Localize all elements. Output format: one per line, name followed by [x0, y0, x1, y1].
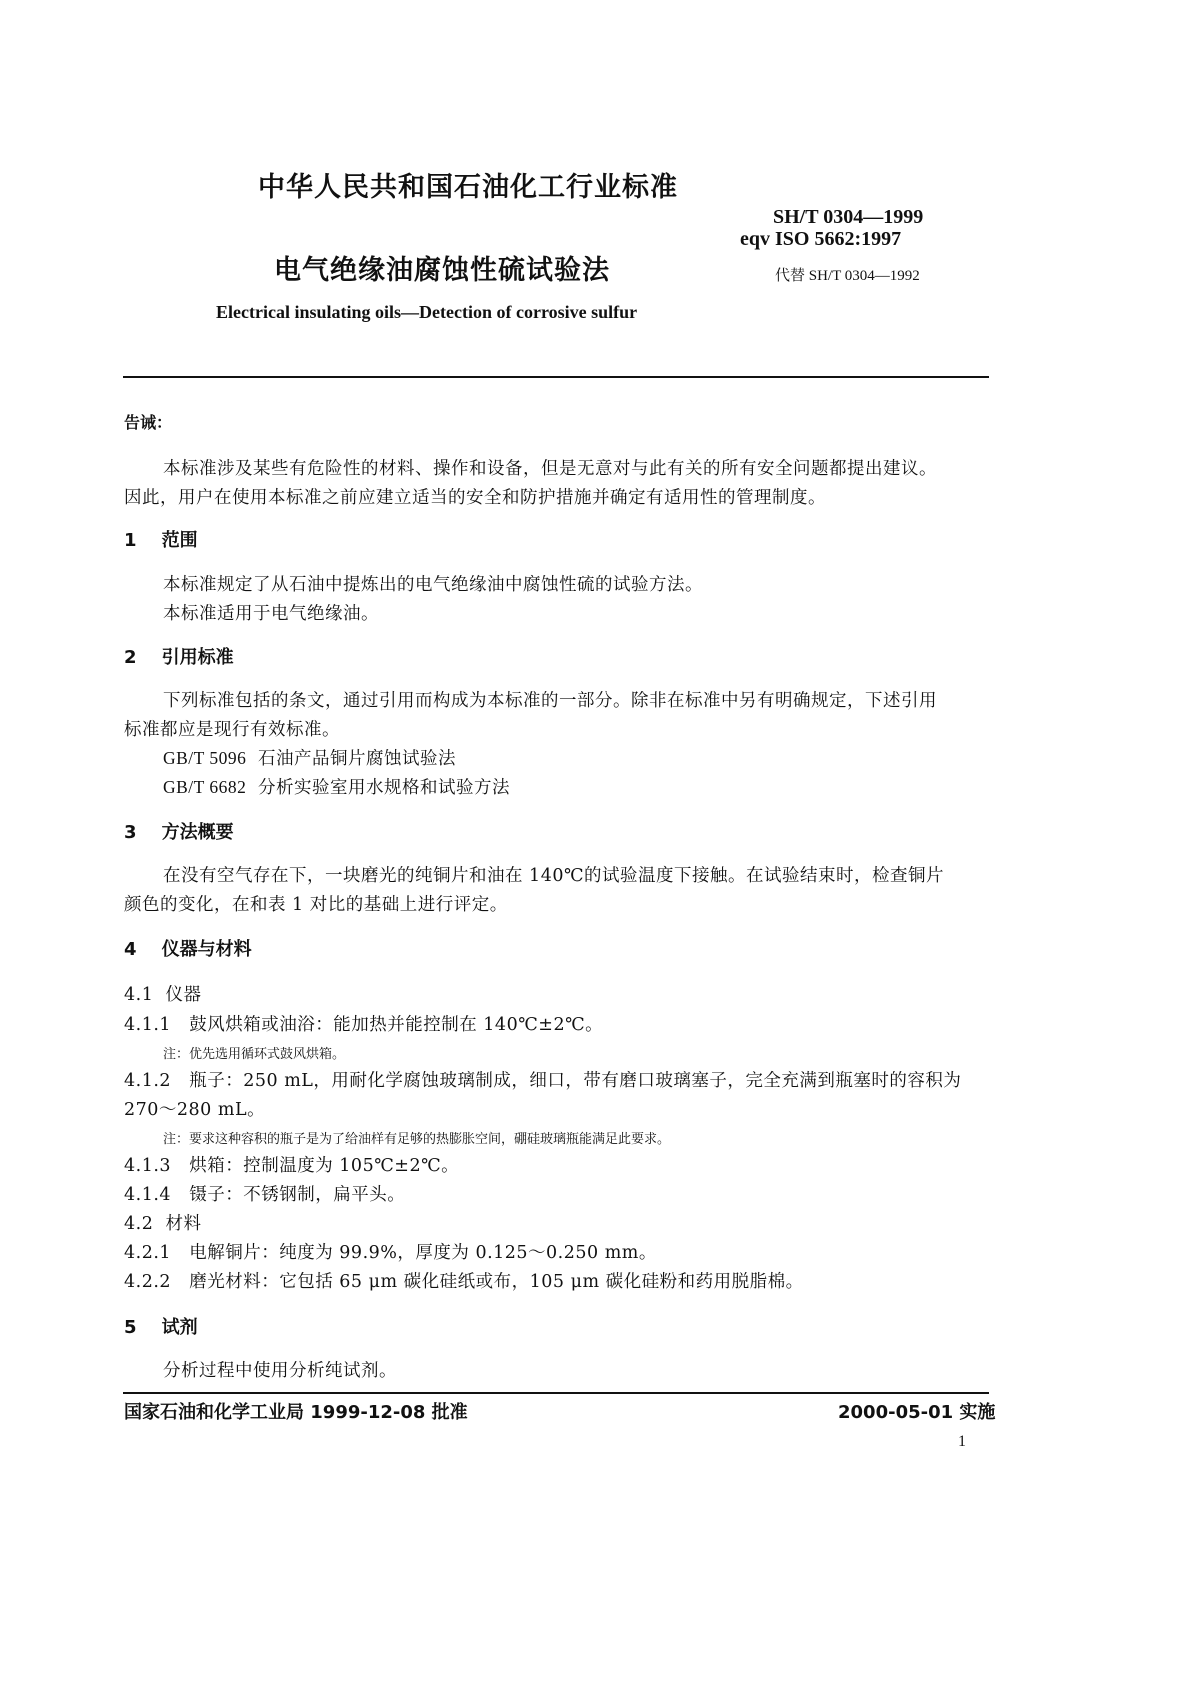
section-title: 方法概要 — [161, 822, 234, 843]
reference-item — [163, 774, 510, 799]
section-3-heading — [124, 818, 234, 844]
warning-text-line2: 因此，用户在使用本标准之前应建立适当的安全和防护措施并确定有适用性的管理制度。 — [124, 488, 826, 508]
iso-equivalence: eqv ISO 5662:1997 — [740, 228, 902, 250]
paragraph: 颜色的变化，在和表 1 对比的基础上进行评定。 — [124, 895, 508, 915]
section-title: 试剂 — [161, 1317, 198, 1338]
issuing-authority-title: 中华人民共和国石油化工行业标准 — [258, 172, 678, 203]
clause-4-1-3 — [124, 1152, 459, 1177]
section-5-heading — [124, 1313, 198, 1339]
paragraph: 分析过程中使用分析纯试剂。 — [163, 1361, 397, 1381]
clause-4-1-1 — [124, 1011, 603, 1036]
warning-text-line1: 本标准涉及某些有危险性的材料、操作和设备，但是无意对与此有关的所有安全问题都提出建议。 — [163, 459, 937, 479]
clause-continuation: 270～280 mL。 — [124, 1100, 266, 1120]
clause-number: 4.2 — [124, 1214, 154, 1234]
subsection-4-2 — [124, 1210, 201, 1235]
clause-text: 电解铜片：纯度为 99.9%，厚度为 0.125～0.250 mm。 — [189, 1243, 657, 1263]
clause-title: 材料 — [165, 1214, 202, 1234]
header-divider — [123, 376, 989, 378]
paragraph: 标准都应是现行有效标准。 — [124, 720, 340, 740]
section-title: 范围 — [161, 530, 198, 551]
paragraph: 本标准适用于电气绝缘油。 — [163, 604, 379, 624]
note: 注：要求这种容积的瓶子是为了给油样有足够的热膨胀空间，硼硅玻璃瓶能满足此要求。 — [163, 1132, 671, 1147]
subsection-4-1 — [124, 981, 201, 1006]
clause-4-2-1 — [124, 1239, 657, 1264]
section-4-heading — [124, 935, 252, 961]
clause-number: 4.1 — [124, 985, 154, 1005]
clause-number: 4.1.1 — [124, 1015, 172, 1035]
clause-4-2-2 — [124, 1268, 804, 1293]
replaces-standard: 代替 SH/T 0304—1992 — [775, 268, 920, 284]
reference-item — [163, 745, 456, 770]
clause-text: 磨光材料：它包括 65 μm 碳化硅纸或布，105 μm 碳化硅粉和药用脱脂棉。 — [189, 1272, 804, 1292]
section-2-heading — [124, 643, 234, 669]
clause-text: 瓶子：250 mL，用耐化学腐蚀玻璃制成，细口，带有磨口玻璃塞子，完全充满到瓶塞时的容积为 — [189, 1071, 962, 1091]
clause-title: 仪器 — [165, 985, 202, 1005]
clause-text: 鼓风烘箱或油浴：能加热并能控制在 140℃±2℃。 — [189, 1015, 604, 1035]
reference-code: GB/T 6682 — [163, 777, 247, 797]
approval-statement: 国家石油和化学工业局 1999-12-08 批准 — [124, 1402, 468, 1423]
section-title: 引用标准 — [161, 647, 234, 668]
clause-number: 4.2.2 — [124, 1272, 172, 1292]
document-title: 电气绝缘油腐蚀性硫试验法 — [274, 255, 610, 286]
section-title: 仪器与材料 — [161, 939, 252, 960]
footer-divider — [123, 1392, 989, 1394]
section-number: 5 — [124, 1317, 137, 1338]
clause-number: 4.1.2 — [124, 1071, 172, 1091]
clause-4-1-2 — [124, 1067, 961, 1092]
clause-number: 4.2.1 — [124, 1243, 172, 1263]
page-number: 1 — [958, 1433, 966, 1450]
reference-name: 分析实验室用水规格和试验方法 — [258, 778, 510, 798]
section-number: 1 — [124, 530, 137, 551]
clause-text: 烘箱：控制温度为 105℃±2℃。 — [189, 1156, 460, 1176]
clause-number: 4.1.3 — [124, 1156, 172, 1176]
paragraph: 本标准规定了从石油中提炼出的电气绝缘油中腐蚀性硫的试验方法。 — [163, 575, 703, 595]
clause-number: 4.1.4 — [124, 1185, 172, 1205]
note: 注：优先选用循环式鼓风烘箱。 — [163, 1047, 346, 1062]
paragraph: 下列标准包括的条文，通过引用而构成为本标准的一部分。除非在标准中另有明确规定，下述引用 — [163, 691, 937, 711]
effective-date: 2000-05-01 实施 — [838, 1402, 996, 1423]
section-1-heading — [124, 526, 198, 552]
reference-name: 石油产品铜片腐蚀试验法 — [258, 749, 456, 769]
standard-number: SH/T 0304—1999 — [773, 206, 924, 228]
reference-code: GB/T 5096 — [163, 748, 247, 768]
paragraph: 在没有空气存在下，一块磨光的纯铜片和油在 140℃的试验温度下接触。在试验结束时，检查铜片 — [163, 866, 945, 886]
clause-text: 镊子：不锈钢制，扁平头。 — [189, 1185, 406, 1205]
section-number: 4 — [124, 939, 137, 960]
clause-4-1-4 — [124, 1181, 405, 1206]
section-number: 3 — [124, 822, 137, 843]
english-title: Electrical insulating oils—Detection of corrosive sulfur — [216, 302, 638, 322]
section-number: 2 — [124, 647, 137, 668]
warning-label: 告诫： — [124, 413, 173, 432]
